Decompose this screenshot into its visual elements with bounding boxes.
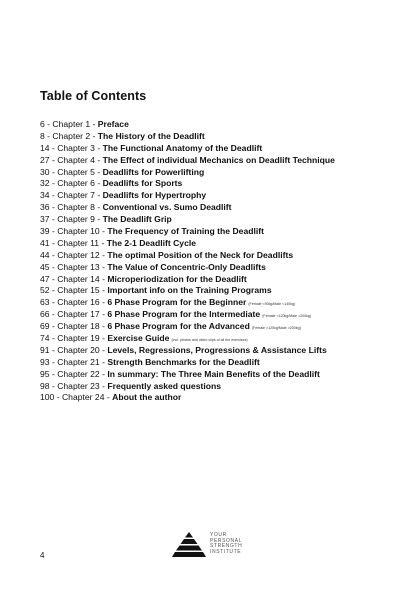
toc-entry-note: (incl. photos and video clips of all the exercises) <box>171 338 248 343</box>
toc-entry <box>40 155 390 167</box>
toc-entry-prefix: 93 - Chapter 21 - <box>40 356 108 367</box>
toc-entry-title: The Effect of individual Mechanics on Deadlift Technique <box>102 154 335 165</box>
toc-entry-prefix: 6 - Chapter 1 - <box>40 119 98 129</box>
toc-entry <box>40 226 390 238</box>
toc-entry-prefix: 8 - Chapter 2 - <box>40 130 98 141</box>
toc-entry <box>40 333 390 345</box>
toc-entry-title: Deadlifts for Powerlifting <box>102 166 205 177</box>
toc-entry-note: (Female <120kg/Male <200kg) <box>262 314 312 319</box>
toc-entry-title: Microperiodization for the Deadlift <box>107 273 247 284</box>
toc-entry-prefix: 74 - Chapter 19 - <box>40 333 108 344</box>
logo-line: STRENGTH <box>210 543 243 550</box>
toc-entry <box>40 274 390 286</box>
toc-list <box>40 119 390 404</box>
toc-entry-prefix: 52 - Chapter 15 - <box>40 285 108 296</box>
toc-entry <box>40 178 390 190</box>
toc-entry <box>40 214 390 226</box>
toc-entry-title: 6 Phase Program for the Intermediate <box>107 309 261 320</box>
toc-entry <box>40 131 390 143</box>
logo-line: YOUR <box>210 532 227 538</box>
toc-entry-title: The 2-1 Deadlift Cycle <box>106 237 197 248</box>
toc-entry-title: In summary: The Three Main Benefits of the Deadlift <box>107 368 320 379</box>
toc-entry-prefix: 66 - Chapter 17 - <box>40 309 108 320</box>
toc-entry-prefix: 47 - Chapter 14 - <box>40 273 108 284</box>
page-number: 4 <box>40 551 45 560</box>
toc-entry <box>40 167 390 179</box>
toc-entry <box>40 190 390 202</box>
toc-entry-title: Strength Benchmarks for the Deadlift <box>107 356 260 367</box>
toc-entry-title: 6 Phase Program for the Beginner <box>107 297 247 308</box>
toc-entry <box>40 297 390 309</box>
toc-entry-title: Exercise Guide <box>107 333 170 344</box>
toc-entry-prefix: 36 - Chapter 8 - <box>40 202 103 213</box>
toc-entry <box>40 357 390 369</box>
toc-entry-prefix: 91 - Chapter 20 - <box>40 344 108 355</box>
toc-entry-prefix: 95 - Chapter 22 - <box>40 368 108 379</box>
toc-entry-prefix: 69 - Chapter 18 - <box>40 321 108 332</box>
logo-wordmark <box>210 533 242 555</box>
toc-entry-prefix: 30 - Chapter 5 - <box>40 166 103 177</box>
toc-entry <box>40 381 390 393</box>
toc-entry-prefix: 14 - Chapter 3 - <box>40 142 103 153</box>
toc-entry-title: Important info on the Training Programs <box>107 285 272 296</box>
toc-entry-note: (Female <90kg/Male <140kg) <box>248 302 296 307</box>
toc-title: Table of Contents <box>40 89 147 103</box>
toc-entry-prefix: 37 - Chapter 9 - <box>40 214 103 225</box>
toc-entry-prefix: 45 - Chapter 13 - <box>40 261 108 272</box>
toc-entry-title: The Functional Anatomy of the Deadlift <box>102 142 263 153</box>
toc-entry-prefix: 98 - Chapter 23 - <box>40 380 108 391</box>
toc-entry-prefix: 27 - Chapter 4 - <box>40 154 103 165</box>
toc-entry-title: Conventional vs. Sumo Deadlift <box>102 202 232 213</box>
stacked-triangle-logo-icon <box>172 532 206 558</box>
toc-entry <box>40 202 390 214</box>
logo-line: PERSONAL <box>210 537 243 544</box>
toc-entry-title: About the author <box>112 392 182 403</box>
toc-entry-title: The Frequency of Training the Deadlift <box>107 226 264 237</box>
toc-entry-prefix: 34 - Chapter 7 - <box>40 190 103 201</box>
toc-entry-prefix: 32 - Chapter 6 - <box>40 178 103 189</box>
toc-entry <box>40 119 390 131</box>
toc-entry <box>40 369 390 381</box>
toc-entry <box>40 309 390 321</box>
toc-entry-title: Preface <box>97 119 129 129</box>
toc-entry <box>40 285 390 297</box>
toc-entry-prefix: 44 - Chapter 12 - <box>40 249 108 260</box>
toc-entry-title: The Deadlift Grip <box>102 214 172 225</box>
toc-entry-title: The optimal Position of the Neck for Deadlifts <box>107 249 294 260</box>
toc-entry-prefix: 100 - Chapter 24 - <box>40 392 113 403</box>
toc-entry-title: The Value of Concentric-Only Deadlifts <box>107 261 266 272</box>
toc-entry-title: Deadlifts for Hypertrophy <box>102 190 207 201</box>
toc-entry <box>40 392 390 404</box>
toc-entry <box>40 321 390 333</box>
toc-entry-title: Levels, Regressions, Progressions & Assistance Lifts <box>107 344 327 355</box>
toc-entry-title: 6 Phase Program for the Advanced <box>107 321 250 332</box>
logo <box>172 530 252 560</box>
toc-entry <box>40 238 390 250</box>
toc-entry-title: Deadlifts for Sports <box>102 178 183 189</box>
toc-entry-note: (Female >120kg/Male >200kg) <box>251 326 301 331</box>
toc-entry-prefix: 39 - Chapter 10 - <box>40 226 108 237</box>
toc-entry <box>40 345 390 357</box>
toc-entry-prefix: 41 - Chapter 11 - <box>40 237 107 248</box>
logo-line: INSTITUTE <box>210 548 242 555</box>
toc-entry-title: The History of the Deadlift <box>97 130 205 141</box>
toc-entry-prefix: 63 - Chapter 16 - <box>40 297 108 308</box>
toc-entry <box>40 250 390 262</box>
toc-entry <box>40 262 390 274</box>
toc-entry <box>40 143 390 155</box>
toc-entry-title: Frequently asked questions <box>107 380 222 391</box>
